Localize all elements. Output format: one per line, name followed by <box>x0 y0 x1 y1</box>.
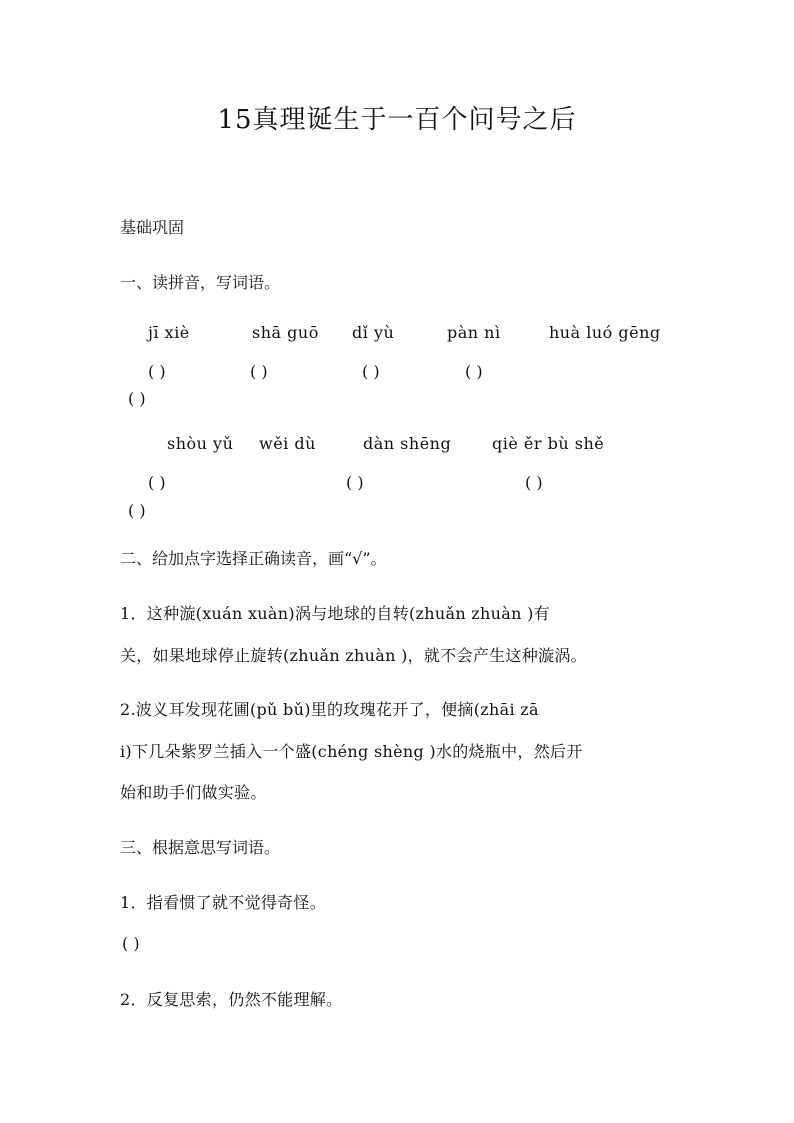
pinyin-jixie: jī xiè <box>148 323 190 342</box>
page-title: 15真理诞生于一百个问号之后 <box>217 105 577 135</box>
answer-bracket[interactable]: ( ) <box>148 473 166 492</box>
pinyin-qieerbushe: qiè ěr bù shě <box>492 434 605 453</box>
answer-bracket[interactable]: ( ) <box>346 473 364 492</box>
q2-item-1-line-2: 关，如果地球停止旋转(zhuǎn zhuàn )，就不会产生这种漩涡。 <box>120 646 587 665</box>
section-heading-basic: 基础巩固 <box>120 218 185 237</box>
q2-item-1-line-1: 1．这种漩(xuán xuàn)涡与地球的自转(zhuǎn zhuàn )有 <box>120 604 550 623</box>
q2-item-2-line-2: i)下几朵紫罗兰插入一个盛(chéng shèng )水的烧瓶中，然后开 <box>120 742 583 761</box>
q2-item-2-line-3: 始和助手们做实验。 <box>120 783 267 802</box>
pinyin-weidu: wěi dù <box>259 434 316 453</box>
answer-bracket[interactable]: ( ) <box>525 473 543 492</box>
q2-item-2-line-1: 2.波义耳发现花圃(pǔ bǔ)里的玫瑰花开了，便摘(zhāi zā <box>120 700 539 719</box>
answer-bracket[interactable]: ( ) <box>122 934 140 953</box>
pinyin-dansheng: dàn shēng <box>363 434 452 453</box>
pinyin-panni: pàn nì <box>447 323 501 342</box>
q3-item-1: 1．指看惯了就不觉得奇怪。 <box>120 893 327 912</box>
q3-item-2: 2．反复思索，仍然不能理解。 <box>120 990 343 1009</box>
answer-bracket[interactable]: ( ) <box>128 389 146 408</box>
question-1-heading: 一、读拼音，写词语。 <box>120 273 281 292</box>
question-3-heading: 三、根据意思写词语。 <box>120 838 281 857</box>
answer-bracket[interactable]: ( ) <box>465 362 483 381</box>
answer-bracket[interactable]: ( ) <box>128 501 146 520</box>
pinyin-shaguo: shā guō <box>252 323 319 342</box>
pinyin-hualuogeng: huà luó gēng <box>549 323 661 342</box>
question-2-heading: 二、给加点字选择正确读音，画“√”。 <box>120 549 387 568</box>
answer-bracket[interactable]: ( ) <box>148 362 166 381</box>
pinyin-diyu: dǐ yù <box>352 323 395 342</box>
pinyin-shouyu: shòu yǔ <box>167 434 234 453</box>
answer-bracket[interactable]: ( ) <box>362 362 380 381</box>
answer-bracket[interactable]: ( ) <box>250 362 268 381</box>
